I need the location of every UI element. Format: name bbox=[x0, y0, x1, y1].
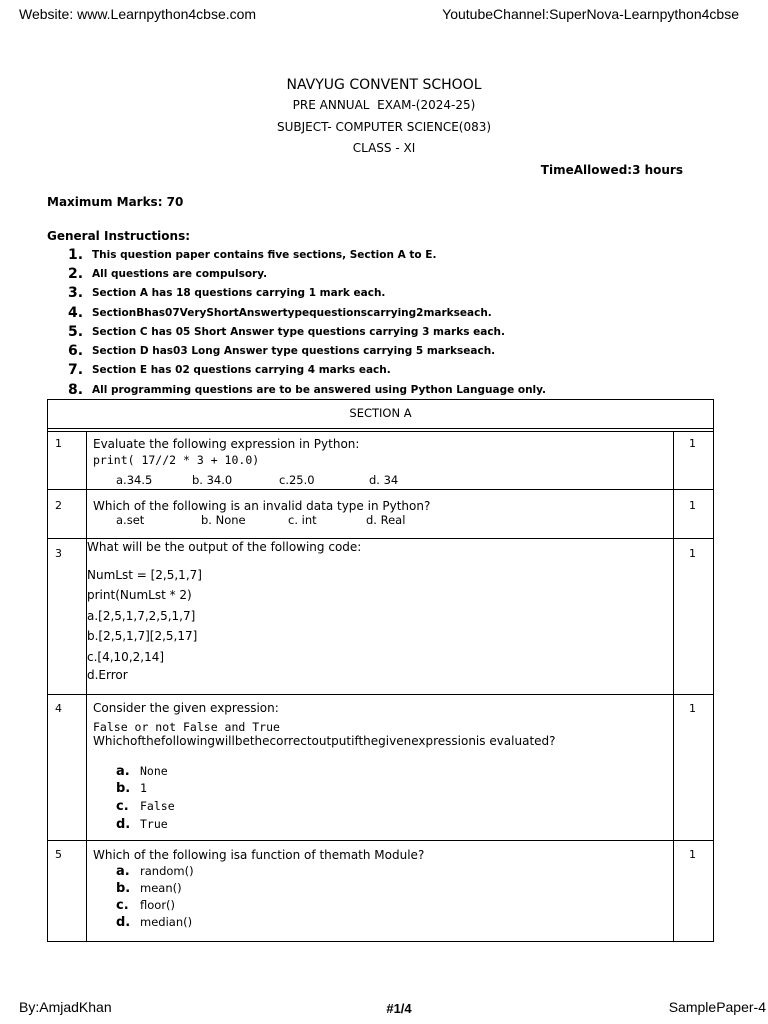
option-label: a. bbox=[116, 764, 130, 779]
table-border bbox=[47, 399, 714, 400]
instruction-number: 6. bbox=[68, 343, 84, 360]
option-c: c. int bbox=[288, 513, 317, 527]
youtube-channel-header: YoutubeChannel:SuperNova-Learnpython4cbse bbox=[442, 6, 739, 22]
instruction-text: All questions are compulsory. bbox=[92, 267, 268, 280]
option-d: d. Real bbox=[366, 513, 406, 527]
table-rule bbox=[47, 431, 714, 432]
subject-title: SUBJECT- COMPUTER SCIENCE(083) bbox=[276, 120, 492, 134]
question-number: 4 bbox=[55, 702, 62, 715]
instruction-number: 1. bbox=[68, 246, 84, 263]
option-text: median() bbox=[140, 915, 193, 929]
option-label: b. bbox=[116, 781, 131, 796]
option-label: c. bbox=[116, 799, 129, 814]
instruction-item bbox=[68, 380, 728, 399]
question-text: What will be the output of the following code: bbox=[87, 540, 362, 554]
instructions-list bbox=[68, 245, 728, 399]
option-text: 1 bbox=[140, 781, 147, 795]
table-rule bbox=[47, 694, 714, 695]
option-d: d.Error bbox=[87, 668, 128, 682]
instruction-text: Section E has 02 questions carrying 4 marks each. bbox=[92, 364, 391, 377]
option-label: d. bbox=[116, 817, 131, 832]
question-code: print( 17//2 * 3 + 10.0) bbox=[93, 453, 260, 467]
option-d bbox=[116, 915, 192, 930]
instruction-number: 2. bbox=[68, 265, 84, 282]
table-column-rule bbox=[86, 431, 87, 941]
option-b: b. None bbox=[201, 513, 246, 527]
website-header: Website: www.Learnpython4cbse.com bbox=[19, 6, 257, 22]
option-c: c.25.0 bbox=[279, 473, 315, 487]
instruction-text: Section C has 05 Short Answer type questions carrying 3 marks each. bbox=[92, 325, 506, 338]
table-rule bbox=[47, 428, 714, 429]
option-b bbox=[116, 881, 182, 896]
instruction-item bbox=[68, 361, 728, 380]
instruction-item bbox=[68, 264, 728, 283]
option-b bbox=[116, 781, 147, 796]
instruction-item bbox=[68, 303, 728, 322]
instruction-number: 3. bbox=[68, 285, 84, 302]
question-number: 5 bbox=[55, 848, 62, 861]
option-label: c. bbox=[116, 898, 129, 913]
option-label: b. bbox=[116, 881, 131, 896]
option-c bbox=[116, 799, 175, 814]
option-text: True bbox=[140, 817, 168, 831]
question-marks: 1 bbox=[689, 547, 696, 560]
instruction-item bbox=[68, 341, 728, 360]
general-instructions-title: General Instructions: bbox=[47, 229, 191, 243]
table-rule bbox=[47, 840, 714, 841]
instruction-item bbox=[68, 245, 728, 264]
instruction-number: 8. bbox=[68, 381, 84, 398]
class-title: CLASS - XI bbox=[352, 141, 416, 155]
question-number: 3 bbox=[55, 547, 62, 560]
question-number: 1 bbox=[55, 437, 62, 450]
section-title: SECTION A bbox=[349, 406, 412, 420]
option-a: a.[2,5,1,7,2,5,1,7] bbox=[87, 609, 196, 623]
option-b: b. 34.0 bbox=[192, 473, 233, 487]
author-footer: By:AmjadKhan bbox=[19, 999, 112, 1015]
option-a bbox=[116, 764, 168, 779]
paper-name-footer: SamplePaper-4 bbox=[668, 999, 766, 1015]
table-border bbox=[47, 399, 48, 942]
question-marks: 1 bbox=[689, 848, 696, 861]
option-c: c.[4,10,2,14] bbox=[87, 650, 165, 664]
option-c bbox=[116, 898, 175, 913]
table-border bbox=[713, 399, 714, 942]
question-code: False or not False and True bbox=[93, 720, 280, 734]
time-allowed: TimeAllowed:3 hours bbox=[540, 163, 683, 177]
option-text: floor() bbox=[140, 898, 176, 912]
question-marks: 1 bbox=[689, 702, 696, 715]
instruction-item bbox=[68, 322, 728, 341]
option-label: a. bbox=[116, 864, 130, 879]
instruction-number: 5. bbox=[68, 323, 84, 340]
table-rule bbox=[47, 489, 714, 490]
question-text: Which of the following is an invalid data type in Python? bbox=[93, 499, 431, 513]
option-label: d. bbox=[116, 915, 131, 930]
instruction-number: 7. bbox=[68, 362, 84, 379]
option-a: a.34.5 bbox=[116, 473, 153, 487]
question-text: Evaluate the following expression in Python: bbox=[93, 437, 360, 451]
instruction-text: All programming questions are to be answered using Python Language only. bbox=[92, 383, 547, 396]
table-column-rule bbox=[673, 431, 674, 941]
instruction-text: Section D has03 Long Answer type questions carrying 5 markseach. bbox=[92, 345, 496, 358]
instruction-text: SectionBhas07VeryShortAnswertypequestionscarrying2markseach. bbox=[92, 306, 492, 319]
school-name: NAVYUG CONVENT SCHOOL bbox=[286, 77, 482, 93]
instruction-text: Section A has 18 questions carrying 1 mark each. bbox=[92, 287, 386, 300]
question-number: 2 bbox=[55, 499, 62, 512]
option-d: d. 34 bbox=[369, 473, 399, 487]
option-text: mean() bbox=[140, 881, 182, 895]
option-text: None bbox=[140, 764, 168, 778]
question-marks: 1 bbox=[689, 499, 696, 512]
question-text-2: Whichofthefollowingwillbethecorrectoutputifthegivenexpressionis evaluated? bbox=[93, 734, 556, 748]
instruction-text: This question paper contains five sections, Section A to E. bbox=[92, 248, 437, 261]
option-a bbox=[116, 864, 194, 879]
option-text: random() bbox=[140, 864, 194, 878]
code-line: print(NumLst * 2) bbox=[87, 588, 192, 602]
maximum-marks: Maximum Marks: 70 bbox=[47, 195, 184, 209]
option-d bbox=[116, 817, 168, 832]
instruction-number: 4. bbox=[68, 304, 84, 321]
instruction-item bbox=[68, 284, 728, 303]
question-text: Which of the following isa function of themath Module? bbox=[93, 848, 425, 862]
exam-title: PRE ANNUAL EXAM-(2024-25) bbox=[292, 98, 476, 112]
question-text: Consider the given expression: bbox=[93, 701, 279, 715]
page-number: #1/4 bbox=[386, 1001, 412, 1016]
option-b: b.[2,5,1,7][2,5,17] bbox=[87, 629, 198, 643]
option-a: a.set bbox=[116, 513, 145, 527]
question-marks: 1 bbox=[689, 437, 696, 450]
table-rule bbox=[47, 538, 714, 539]
table-border bbox=[47, 941, 714, 942]
option-text: False bbox=[140, 799, 175, 813]
code-line: NumLst = [2,5,1,7] bbox=[87, 568, 202, 582]
